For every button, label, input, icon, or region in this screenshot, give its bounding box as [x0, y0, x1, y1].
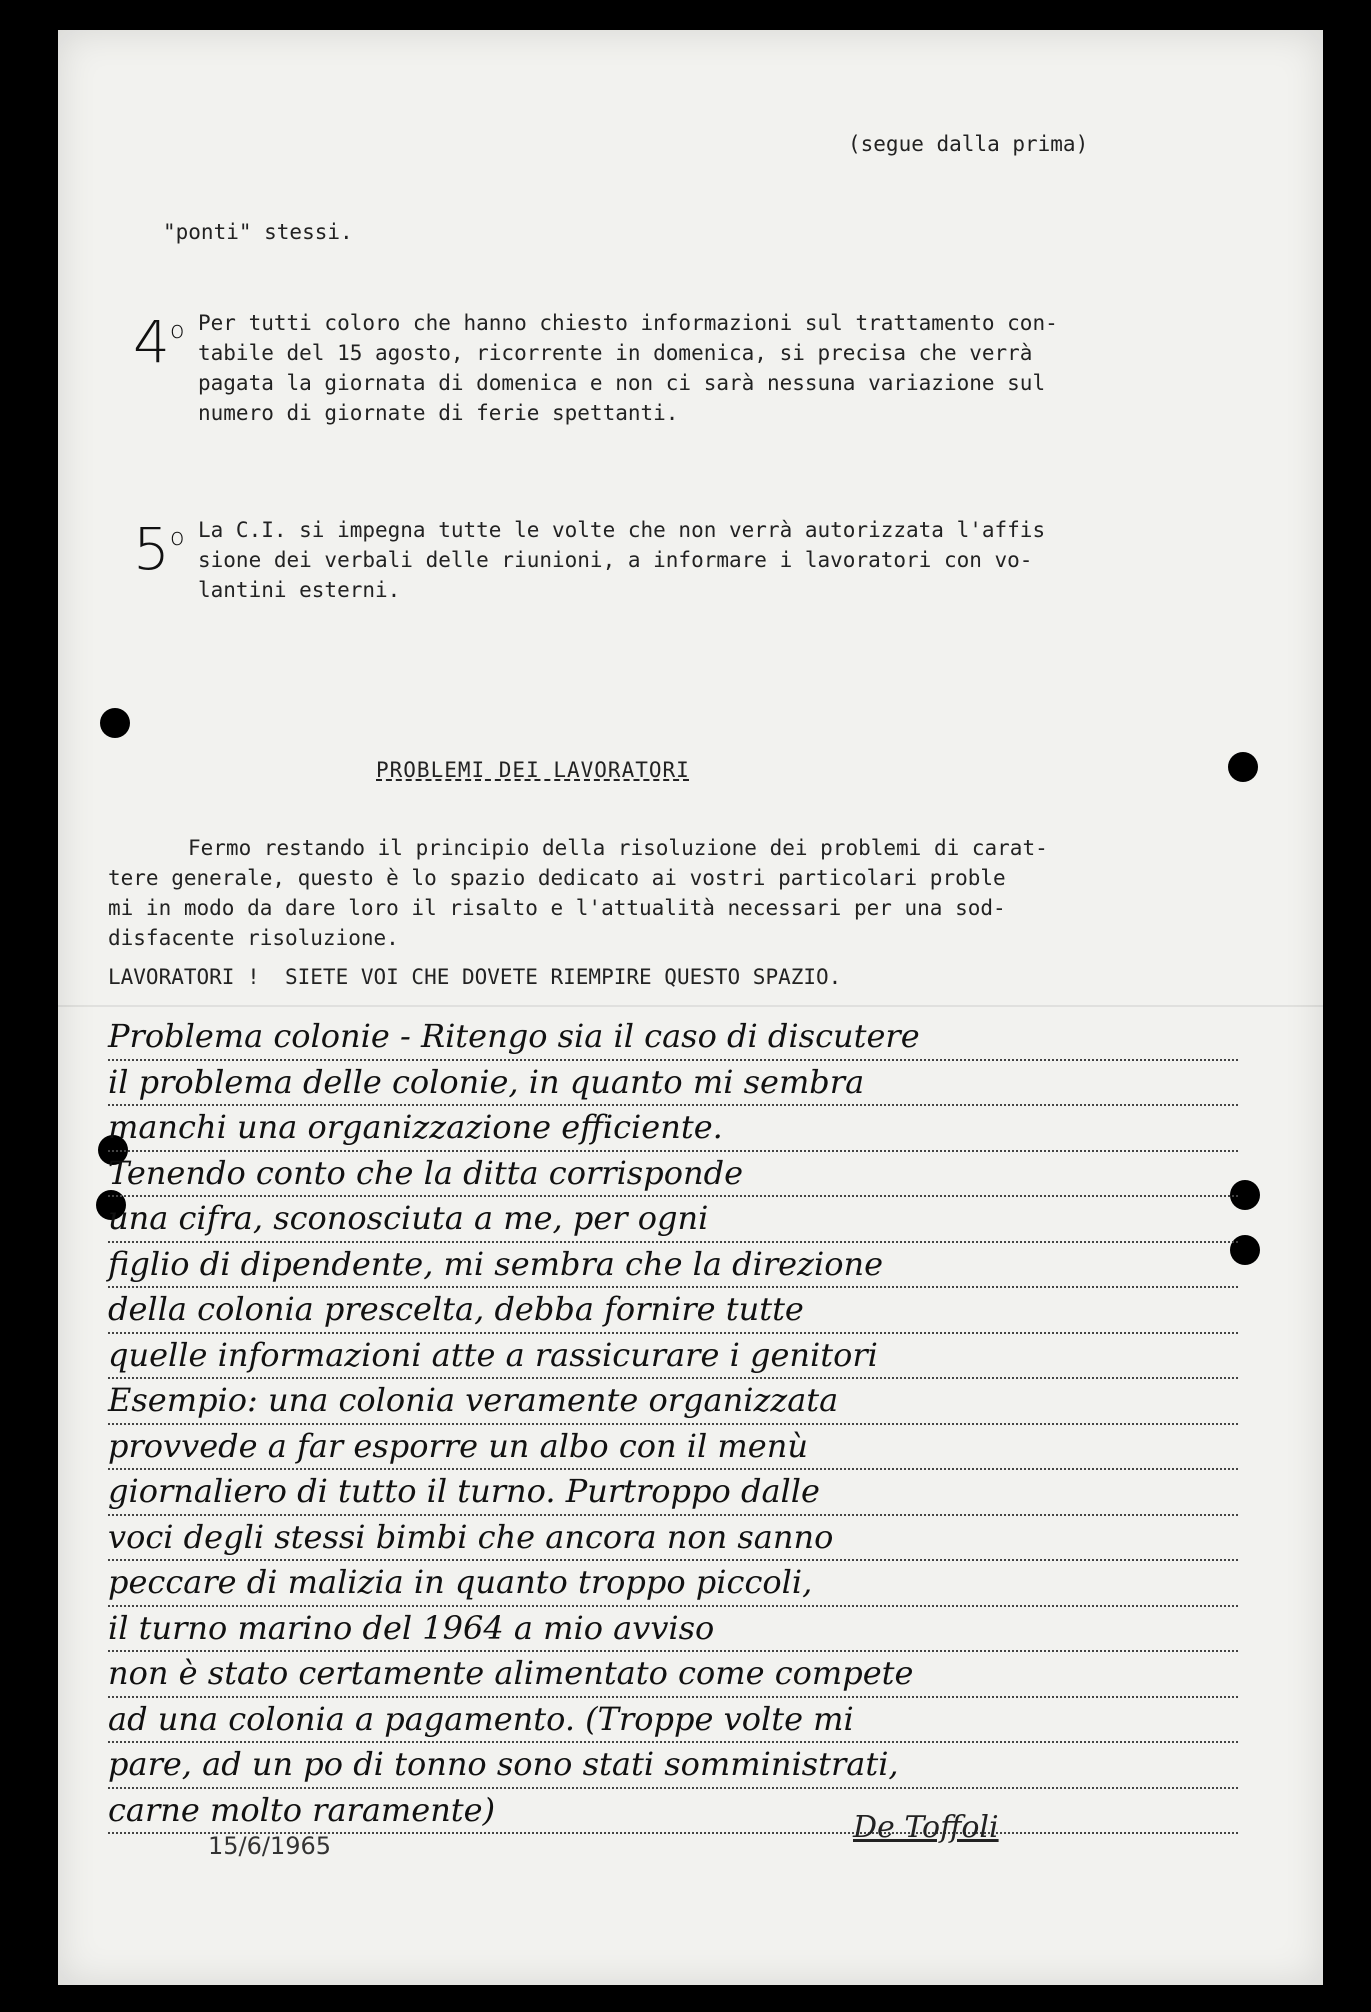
handwritten-line: il turno marino del 1964 a mio avviso [108, 1607, 1238, 1653]
handwritten-line: non è stato certamente alimentato come compete [108, 1652, 1238, 1698]
punch-hole [1228, 752, 1258, 782]
handwritten-line: della colonia prescelta, debba fornire tutte [108, 1288, 1238, 1334]
intro-line: "ponti" stessi. [163, 220, 353, 244]
signature: De Toffoli [853, 1810, 999, 1845]
document-page [58, 30, 1323, 1985]
punch-hole [100, 708, 130, 738]
document-date: 15/6/1965 [208, 1832, 332, 1860]
point-5-text: La C.I. si impegna tutte le volte che non verrà autorizzata l'affis sione dei verbali delle riunioni, a informare i lavoratori con vo- lantini esterni. [198, 518, 1046, 602]
handwritten-line: quelle informazioni atte a rassicurare i genitori [108, 1334, 1238, 1380]
header-note: (segue dalla prima) [848, 132, 1089, 156]
section-body: Fermo restando il principio della risoluzione dei problemi di carat- tere generale, questo è lo spazio dedicato ai vostri particolari proble mi in modo da dare loro il risalto e l'attualità necessari per una sod- disfacente risoluzione. [108, 836, 1048, 950]
handwritten-line: figlio di dipendente, mi sembra che la direzione [108, 1243, 1238, 1289]
handwritten-line: Esempio: una colonia veramente organizzata [108, 1379, 1238, 1425]
handwritten-line: una cifra, sconosciuta a me, per ogni [108, 1197, 1238, 1243]
handwritten-line: pare, ad un po di tonno sono stati somministrati, [108, 1743, 1238, 1789]
section-title: PROBLEMI DEI LAVORATORI [376, 758, 690, 782]
handwritten-line: peccare di malizia in quanto troppo piccoli, [108, 1561, 1238, 1607]
handwritten-line: voci degli stessi bimbi che ancora non sanno [108, 1516, 1238, 1562]
handwritten-line: Problema colonie - Ritengo sia il caso di discutere [108, 1015, 1238, 1061]
call-to-action: LAVORATORI ! SIETE VOI CHE DOVETE RIEMPIRE QUESTO SPAZIO. [108, 965, 842, 989]
handwritten-line: il problema delle colonie, in quanto mi sembra [108, 1061, 1238, 1107]
point-4-text: Per tutti coloro che hanno chiesto informazioni sul trattamento con- tabile del 15 agosto, ricorrente in domenica, si precisa che verrà pagata la giornata di domenica e non ci sarà nessuna variazione sul numero di giornate di ferie spettanti. [198, 311, 1058, 425]
handwritten-line: provvede a far esporre un albo con il menù [108, 1425, 1238, 1471]
handwritten-line: carne molto raramente) [108, 1789, 1238, 1835]
fold-crease [58, 1005, 1323, 1007]
handwritten-line: ad una colonia a pagamento. (Troppe volte mi [108, 1698, 1238, 1744]
handwritten-line: giornaliero di tutto il turno. Purtroppo dalle [108, 1470, 1238, 1516]
handwritten-line: Tenendo conto che la ditta corrisponde [108, 1152, 1238, 1198]
point-number-5: 5$^o$ [133, 515, 185, 583]
handwritten-line: manchi una organizzazione efficiente. [108, 1106, 1238, 1152]
handwritten-response [108, 1015, 1238, 1834]
point-number-4: 4$^o$ [133, 308, 185, 376]
